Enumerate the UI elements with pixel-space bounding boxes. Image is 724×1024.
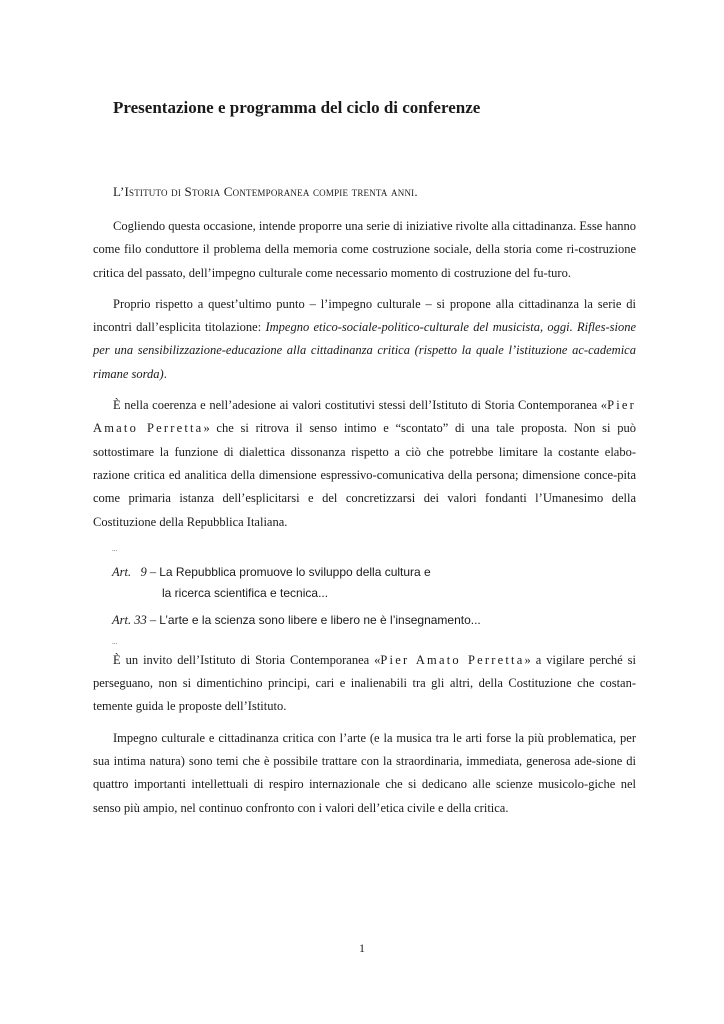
article-dash: – [146, 612, 160, 627]
paragraph-1: Cogliendo questa occasione, intende proporre una serie di iniziative rivolte alla cittadinanza. Esse hanno come filo conduttore il problema della memoria come costruzione sociale, della storia come ri-costruzione critica del passato, dell’impegno culturale come necessario momento di costruzione del fu-turo. [93, 219, 636, 280]
body-text [93, 215, 636, 828]
article-text-line-2: la ricerca scientifica e tecnica... [162, 585, 329, 600]
article-label: Art. [112, 612, 132, 627]
paragraph-2 [93, 293, 636, 386]
ellipsis-mark: ... [112, 544, 118, 553]
paragraph-4 [93, 649, 636, 719]
institute-name: Pier Amato Perretta [380, 652, 525, 667]
paragraph-3 [93, 394, 636, 534]
article-text-line-1: L’arte e la scienza sono libere e libero ne è l’insegnamento... [159, 612, 481, 627]
lead-sentence: L’Istituto di Storia Contemporanea compie trenta anni. [113, 184, 418, 199]
article-label: Art. [112, 564, 132, 579]
article-number: 9 [140, 564, 147, 579]
paragraph-3-start: È nella coerenza e nell’adesione ai valori costitutivi stessi dell’Istituto di Storia Contemporanea « [113, 398, 608, 413]
article-number: 33 [134, 612, 147, 627]
ellipsis-mark: ... [112, 637, 118, 646]
conference-series-title: Impegno etico-sociale-politico-culturale del musicista, oggi. Rifles-sione per una sensibilizzazione-educazione alla cittadinanza critica (rispetto la quale l’istituzione ac-cademica rimane sorda) [93, 320, 636, 381]
article-33 [93, 610, 636, 631]
article-9 [93, 562, 636, 604]
paragraph-2-end: . [163, 366, 167, 381]
article-text-line-1: La Repubblica promuove lo sviluppo della cultura e [159, 564, 431, 579]
paragraph-4-start: È un invito dell’Istituto di Storia Contemporanea « [113, 652, 381, 667]
institute-name: Pier Amato Perretta [93, 398, 636, 436]
article-dash: – [146, 564, 160, 579]
page-number: 1 [359, 941, 365, 955]
paragraph-4-end: » a vigilare perché si perseguano, non si dimentichino principi, cari e inalienabili tra gli altri, della Costituzione che costan-temente guida le proposte dell’Istituto. [93, 652, 636, 714]
paragraph-2-start: Proprio rispetto a quest’ultimo punto – l’impegno culturale – si propone alla cittadinanza la serie di incontri dall’esplicita titolazione: [93, 296, 636, 335]
document-title: Presentazione e programma del ciclo di conferenze [113, 98, 481, 117]
paragraph-5: Impegno culturale e cittadinanza critica con l’arte (e la musica tra le arti forse la più problematica, per sua intima natura) sono temi che è possibile trattare con la straordinaria, immediata, generosa ade-sione di quattro importanti intellettuali di respiro internazionale che si dedicano alle scienze musicolo-giche nel senso più ampio, nel continuo confronto con i valori dell’etica civile e della critica. [93, 730, 636, 815]
paragraph-3-end: » che si ritrova il senso intimo e “scontato” di una tale proposta. Non si può sottostimare la funzione di dialettica dissonanza rispetto a ciò che potrebbe limitare la costante elabo-razione critica ed analitica della dimensione espressivo-comunicativa della persona; dimensione conce-pita come primaria istanza dell’esplicitarsi e del concretizzarsi dei valori fondanti l’Umanesimo della Costituzione della Repubblica Italiana. [93, 421, 636, 529]
